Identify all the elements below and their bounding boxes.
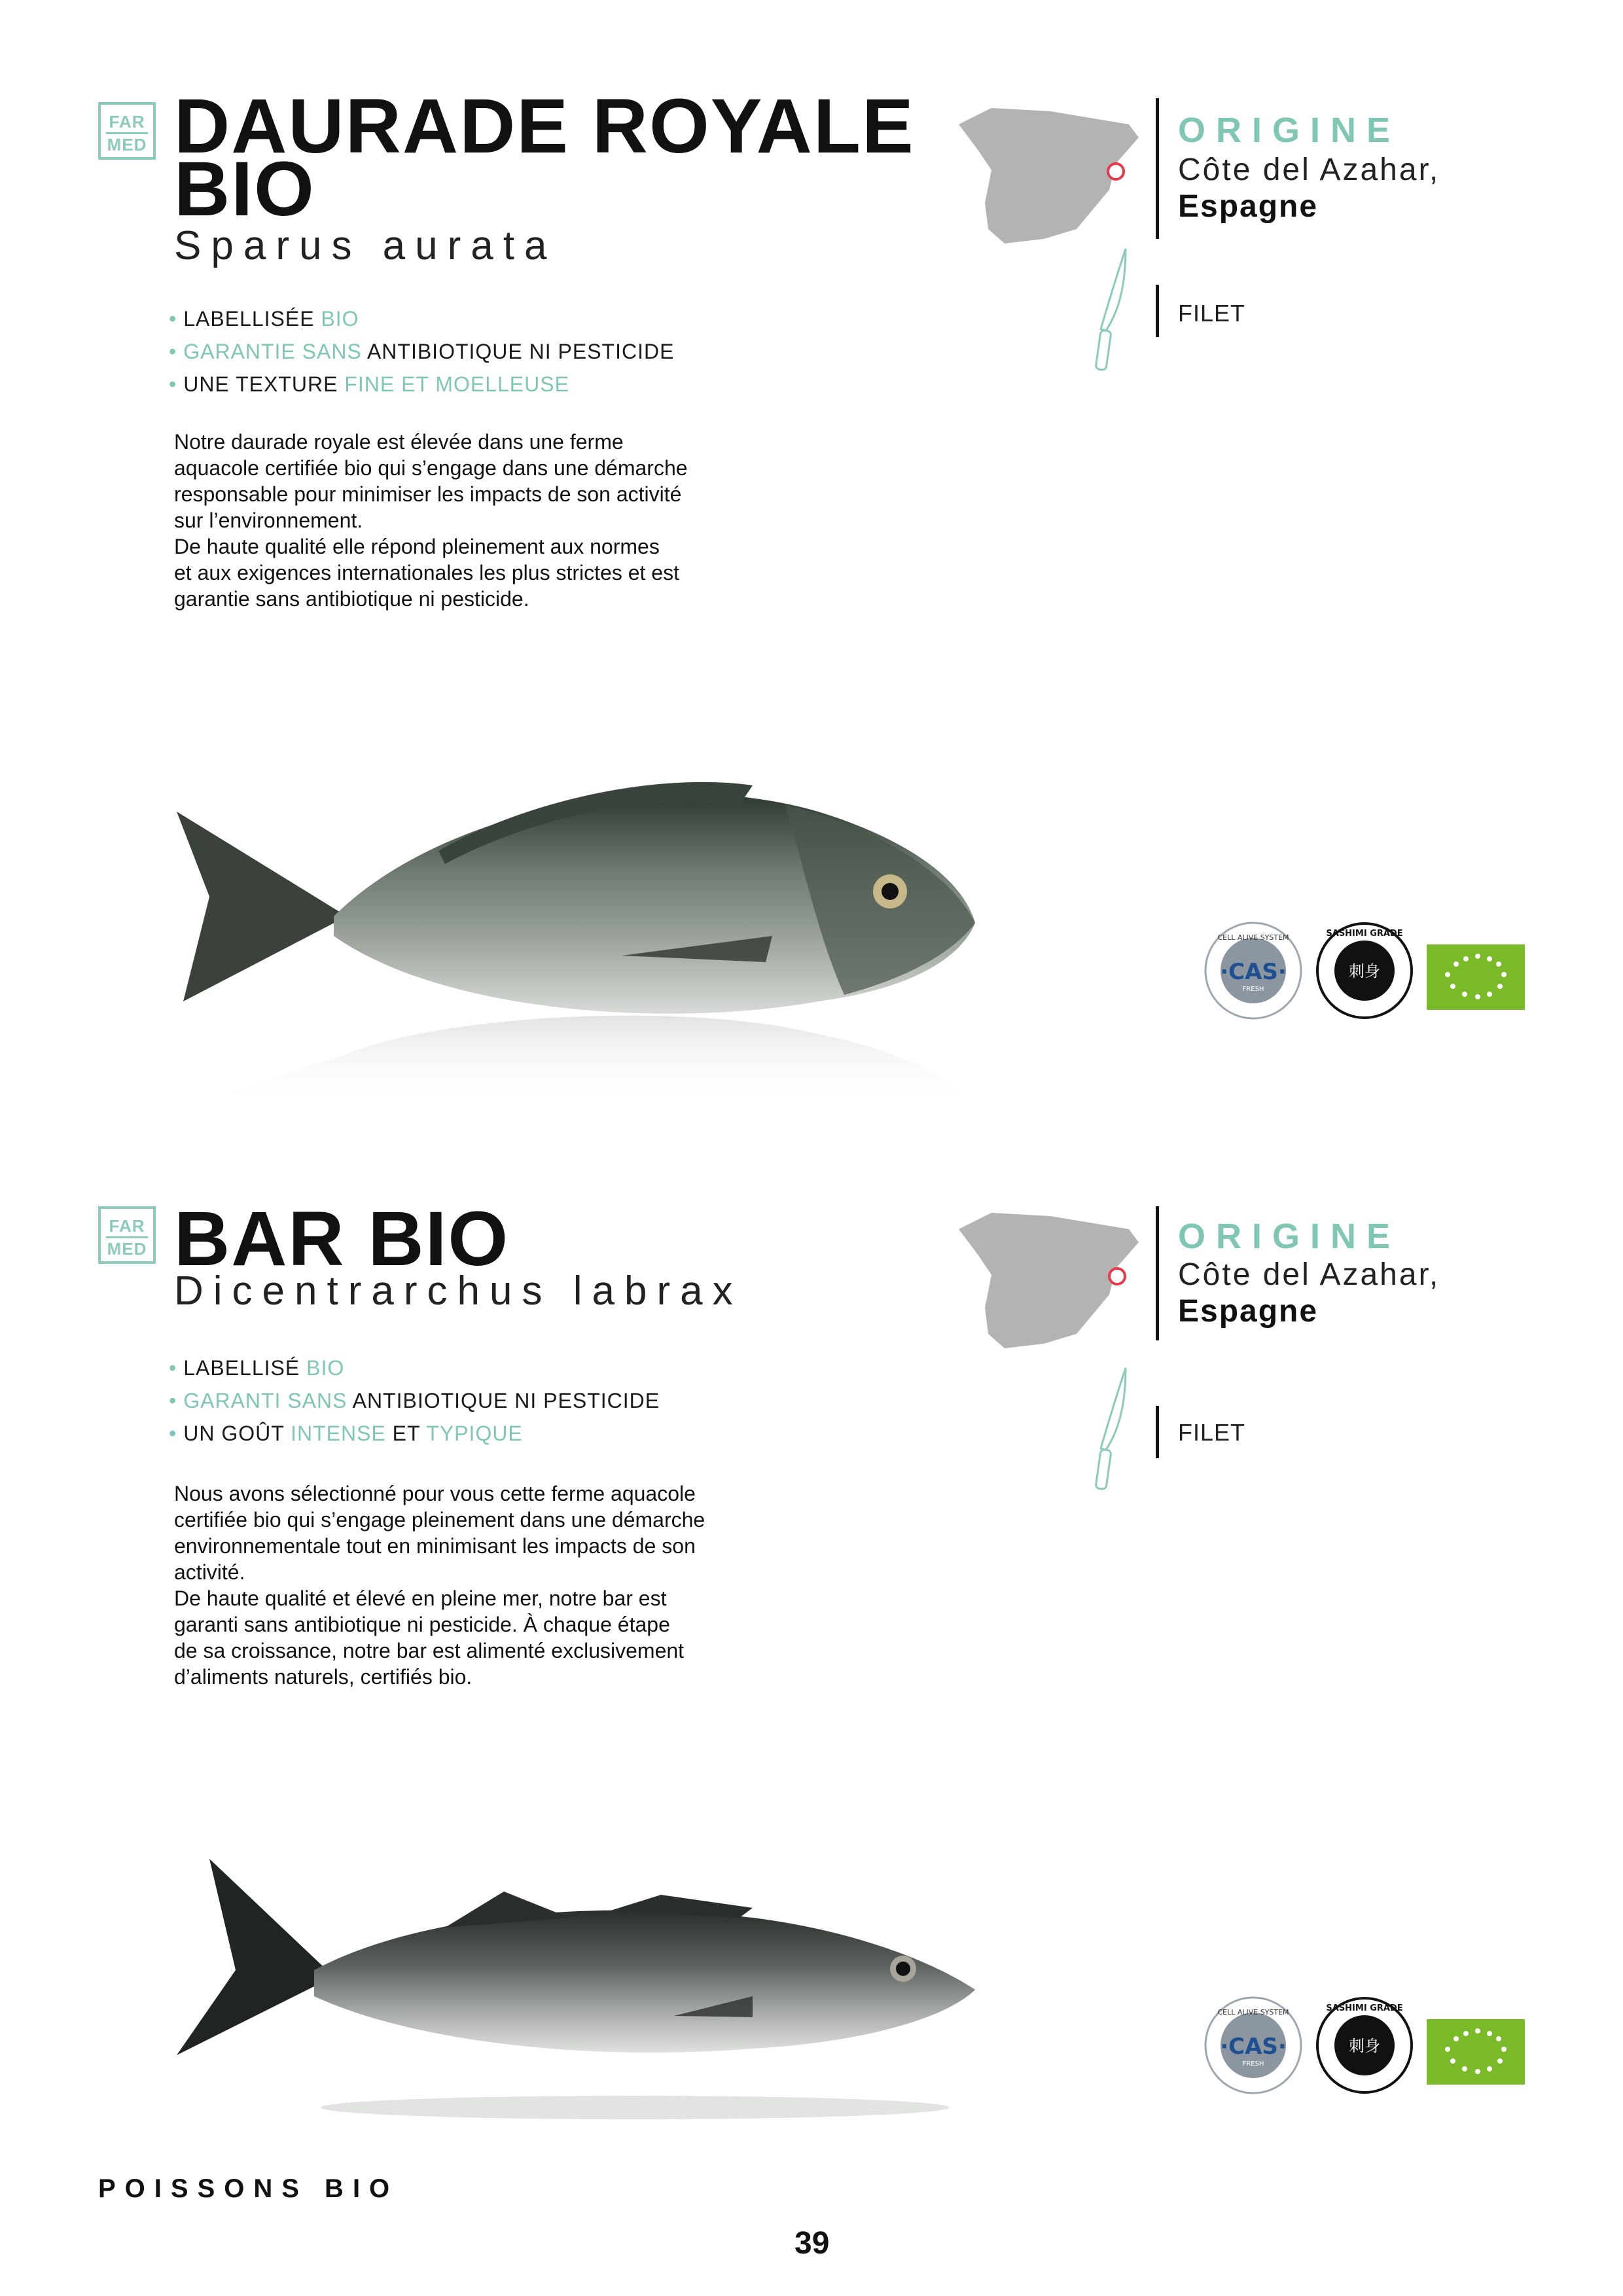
product-description (174, 429, 802, 612)
cut-type: FILET (1178, 1419, 1246, 1446)
origin-country: Espagne (1178, 189, 1319, 224)
description-line: de sa croissance, notre bar est alimenté exclusivement (174, 1639, 685, 1662)
description-line: garantie sans antibiotique ni pesticide. (174, 587, 529, 611)
feature-text: UN GOÛT (183, 1422, 291, 1445)
bullet-dot-icon: • (169, 307, 177, 331)
origin-region: Côte del Azahar, (1178, 152, 1440, 187)
description-line: sur l’environnement. (174, 509, 363, 532)
svg-text:·CAS·: ·CAS· (1220, 2034, 1287, 2060)
bullet-dot-icon: • (169, 1422, 177, 1445)
feature-item (169, 368, 674, 401)
bullet-dot-icon: • (169, 1389, 177, 1412)
feature-item (169, 1384, 660, 1417)
feature-item (169, 302, 674, 335)
eu-organic-leaf-logo (1427, 944, 1525, 1010)
fillet-knife-icon (1086, 1365, 1139, 1496)
cas-fresh-badge (1204, 922, 1302, 1020)
location-marker-icon (1108, 164, 1124, 179)
feature-item (169, 335, 674, 368)
feature-text: LABELLISÉE (183, 307, 321, 331)
cas-fresh-badge (1204, 1996, 1302, 2094)
description-line: et aux exigences internationales les plus strictes et est (174, 561, 679, 584)
sashimi-grade-badge (1315, 1996, 1414, 2094)
feature-item (169, 1417, 660, 1450)
description-line: aquacole certifiée bio qui s’engage dans une démarche (174, 456, 688, 480)
origin-divider (1156, 98, 1159, 239)
svg-text:刺身: 刺身 (1349, 2037, 1380, 2055)
spain-map-icon (952, 1203, 1142, 1354)
feature-text: GARANTI SANS (183, 1389, 353, 1412)
fillet-knife-icon (1086, 245, 1139, 376)
section-footer-title: POISSONS BIO (98, 2174, 399, 2203)
farmed-logo: FAR MED (98, 102, 156, 160)
feature-text: BIO (306, 1356, 345, 1380)
sea-bream-photo (164, 740, 988, 1132)
svg-text:刺身: 刺身 (1349, 962, 1380, 980)
feature-text: LABELLISÉ (183, 1356, 307, 1380)
product-title: BAR BIO (174, 1196, 510, 1282)
svg-text:CELL ALIVE SYSTEM: CELL ALIVE SYSTEM (1217, 2008, 1289, 2017)
description-line: activité. (174, 1560, 245, 1584)
product-title: DAURADE ROYALE BIO (174, 83, 915, 232)
location-marker-icon (1109, 1268, 1125, 1284)
description-line: responsable pour minimiser les impacts de son activité (174, 482, 682, 506)
feature-text: UNE TEXTURE (183, 372, 345, 396)
page-number: 39 (794, 2226, 830, 2261)
feature-list (169, 302, 674, 401)
latin-name: Sparus aurata (174, 223, 557, 268)
svg-text:CELL ALIVE SYSTEM: CELL ALIVE SYSTEM (1217, 933, 1289, 942)
description-line: d’aliments naturels, certifiés bio. (174, 1665, 473, 1689)
description-line: environnementale tout en minimisant les impacts de son (174, 1534, 696, 1558)
farmed-logo: FAR MED (98, 1206, 156, 1264)
bullet-dot-icon: • (169, 372, 177, 396)
svg-text:·CAS·: ·CAS· (1220, 959, 1287, 985)
description-line: certifiée bio qui s’engage pleinement dans une démarche (174, 1508, 705, 1532)
description-line: Notre daurade royale est élevée dans une ferme (174, 430, 624, 454)
description-line: Nous avons sélectionné pour vous cette ferme aquacole (174, 1482, 696, 1505)
svg-text:FRESH: FRESH (1242, 986, 1264, 993)
origin-label: ORIGINE (1178, 111, 1401, 150)
feature-text: TYPIQUE (426, 1422, 523, 1445)
description-line: De haute qualité et élevé en pleine mer, notre bar est (174, 1587, 667, 1610)
latin-name: Dicentrarchus labrax (174, 1268, 743, 1314)
bullet-dot-icon: • (169, 1356, 177, 1380)
eu-organic-leaf-logo (1427, 2019, 1525, 2085)
origin-country: Espagne (1178, 1294, 1319, 1329)
origin-divider (1156, 1206, 1159, 1340)
origin-region: Côte del Azahar, (1178, 1257, 1440, 1292)
feature-text: BIO (321, 307, 359, 331)
svg-text:SASHIMI GRADE: SASHIMI GRADE (1326, 929, 1403, 939)
feature-text: FINE ET MOELLEUSE (344, 372, 569, 396)
feature-text: INTENSE (291, 1422, 386, 1445)
cut-divider (1156, 1406, 1159, 1458)
bullet-dot-icon: • (169, 340, 177, 363)
sashimi-grade-badge (1315, 922, 1414, 1020)
description-line: garanti sans antibiotique ni pesticide. À chaque étape (174, 1613, 670, 1636)
feature-list (169, 1352, 660, 1450)
feature-text: ANTIBIOTIQUE NI PESTICIDE (366, 340, 675, 363)
feature-text: ET (385, 1422, 427, 1445)
svg-text:SASHIMI GRADE: SASHIMI GRADE (1326, 2003, 1403, 2013)
svg-text:FRESH: FRESH (1242, 2060, 1264, 2068)
feature-item (169, 1352, 660, 1384)
description-line: De haute qualité elle répond pleinement aux normes (174, 535, 660, 558)
feature-text: GARANTIE SANS (183, 340, 367, 363)
feature-text: ANTIBIOTIQUE NI PESTICIDE (352, 1389, 660, 1412)
origin-label: ORIGINE (1178, 1217, 1401, 1256)
cut-type: FILET (1178, 300, 1246, 327)
sea-bass-photo (164, 1846, 988, 2134)
spain-map-icon (952, 98, 1142, 249)
cut-divider (1156, 285, 1159, 337)
product-description (174, 1480, 802, 1690)
